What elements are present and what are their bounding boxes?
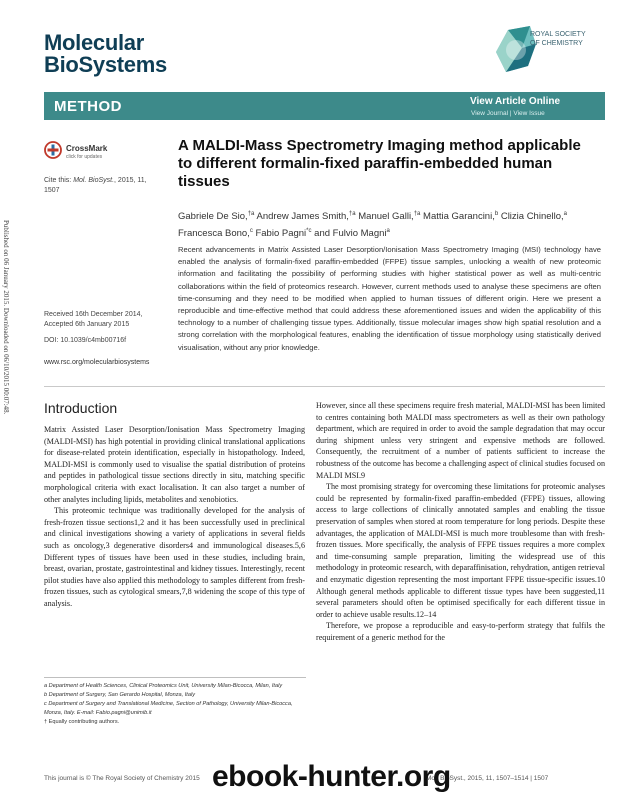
footnote-equal-contribution: † Equally contributing authors. xyxy=(44,719,120,725)
footnote-affiliation: b Department of Surgery, San Gerardo Hospital, Monza, Italy xyxy=(44,692,195,698)
journal-url[interactable]: www.rsc.org/molecularbiosystems xyxy=(44,359,150,366)
author: Fabio Pagni xyxy=(255,228,307,240)
footnote-affiliation: c Department of Surgery and Translational Medicine, Section of Pathology, University Milan-Bicocca, Monza, Italy. E-mail: Fabio.pagni@unimib.it xyxy=(44,701,293,716)
crossmark-icon[interactable] xyxy=(44,141,62,159)
author: Francesca Bono, xyxy=(178,228,250,240)
section-divider xyxy=(44,386,605,387)
cite-journal: Mol. BioSyst. xyxy=(73,177,115,184)
author-affiliation: *c xyxy=(306,228,312,235)
cite-prefix: Cite this: xyxy=(44,177,74,184)
footnote-affiliation: a Department of Health Sciences, Clinical Proteomics Unit, University Milan-Bicocca, Milan, Italy xyxy=(44,683,283,689)
doi[interactable]: DOI: 10.1039/c4mb00716f xyxy=(44,337,127,344)
author-affiliation: †a xyxy=(247,211,255,217)
footnotes xyxy=(44,682,306,727)
view-article-online-link[interactable]: View Article Online xyxy=(470,96,561,107)
rsc-logo-text: ROYAL SOCIETY OF CHEMISTRY xyxy=(530,31,586,47)
body-paragraph: However, since all these specimens require fresh material, MALDI-MSI has been limited to centres containing both MALDI mass spectrometers as well as their own pathology department, which are required in order to avoid the sample degradation that may occur during shipment unless very stringent and expensive methods are followed. Consequently, the recruitment of a number of patients sufficient to increase the robustness of the outcome has become a challenging aspect of clinical studies focused on MALDI MSI.9 xyxy=(316,401,605,480)
received-dates: Received 16th December 2014, Accepted 6th January 2015 xyxy=(44,311,143,328)
journal-title: Molecular BioSystems xyxy=(44,30,167,77)
author-affiliation: b xyxy=(494,211,499,217)
body-paragraph: The most promising strategy for overcoming these limitations for proteomic analyses could be represented by formalin-fixed paraffin-embedded (FFPE) tissues, allowing access to large collections of clinically annotated samples and enabling the tissue preservation of samples when stored at room temperature for long periods. Despite these advantages, the application of MALDI-MSI is much more troublesome than with fresh-frozen tissues. More specifically, the analysis of FFPE tissues requires a more complex and time-consuming sample preparation, limiting the widespread use of this methodology in proteomic research, with deparaffinisation, rehydration, antigen retrieval and enzymatic digestion representing the most important FFPE tissue-specific issues.10 Although general methods applicable to different tissue types have been suggested,11 several parameters should often be optimised specifically for each different tissue in order to achieve usable results.12–14 xyxy=(316,482,605,619)
body-column-right xyxy=(316,400,605,643)
author: Gabriele De Sio, xyxy=(178,211,248,223)
view-journal-issue-links[interactable]: View Journal | View Issue xyxy=(471,110,545,117)
section-heading-introduction: Introduction xyxy=(44,400,118,416)
body-column-left xyxy=(44,424,305,610)
author: and Fulvio Magni xyxy=(314,228,387,240)
citation xyxy=(44,176,164,196)
body-paragraph: Matrix Assisted Laser Desorption/Ionisation Mass Spectrometry Imaging (MALDI-MSI) has high potential in providing clinical translational applications for disease-related protein identification, especially in histopathology. Indeed, MALDI-MSI is commonly used to visualise the spatial distribution of proteins and peptides in pathological tissue sections directly in situ, matching specific morphological criteria with exact localisation. It can also target a number of other analytes including lipids, metabolites and xenobiotics. xyxy=(44,425,305,504)
article-type-label: METHOD xyxy=(54,98,122,115)
author-affiliation: a xyxy=(386,228,390,235)
author: Clizia Chinello, xyxy=(500,211,564,223)
crossmark-sub: click for updates xyxy=(66,154,103,160)
crossmark-label[interactable]: CrossMark xyxy=(66,144,108,153)
body-paragraph: This proteomic technique was traditionally developed for the analysis of fresh-frozen tissue sections1,2 and it has been successfully used in preclinical and clinical investigations showing a variety of applications in several fields such as oncology,3 degenerative disorders4 and immunological diseases.5,6 Different types of tissues have been used in these studies, including brain, breast, ovarian, prostate, gastrointestinal and kidney tissues. Interestingly, recent pilot studies have also applied this methodology to samples different from fresh-frozen tissues, such as cytological smears,7,8 widening the scope of this type of analysis. xyxy=(44,506,305,608)
abstract: Recent advancements in Matrix Assisted Laser Desorption/Ionisation Mass Spectrometry Imaging (MSI) technology have enabled the analysis of formalin-fixed paraffin-embedded (FFPE) tissue samples, unlocking a wealth of new proteomic information and facilitating the possibility of performing studies with higher statistical power as well as multi-centric collaborations within the field of proteomics research. However, current methods used to analyse these specimens are often time-consuming and they need to be modified when applied to human tissues of different origin. Here we present a reproducible and time-effective method that could address these aforementioned issues and widen the applicability of this technology to a number of challenging tissue types. Additionally, tissue molecular images show high spatial resolution and a strong correlation with the morphological features, enabling the identification of tissue morphology using statistically derived visualisation, without any prior knowledge. xyxy=(178,245,601,352)
author: Manuel Galli, xyxy=(358,211,414,223)
author-affiliation: c xyxy=(249,228,253,235)
author-affiliation: †a xyxy=(348,211,356,217)
footnote-divider xyxy=(44,677,306,678)
cite-suffix: , 2015, 11, 1507 xyxy=(44,177,147,194)
watermark: ebook-hunter.org xyxy=(212,760,451,793)
author: Mattia Garancini, xyxy=(423,211,495,223)
author-affiliation: a xyxy=(563,211,568,217)
publication-stamp-text: Published on 06 January 2015. Downloaded on 06/10/2015 00:07:48. xyxy=(2,220,10,415)
footer-copyright: This journal is © The Royal Society of Chemistry 2015 xyxy=(44,775,200,782)
author-affiliation: †a xyxy=(413,211,421,217)
body-paragraph: Therefore, we propose a reproducible and easy-to-perform strategy that fulfils the requirement of a generic method for the xyxy=(316,621,605,642)
author: Andrew James Smith, xyxy=(256,211,349,223)
paper-title: A MALDI-Mass Spectrometry Imaging method applicable to different formalin-fixed paraffin-embedded human tissues xyxy=(178,137,581,190)
author-list xyxy=(178,207,598,241)
footer-citation: Mol. BioSyst., 2015, 11, 1507–1514 | 1507 xyxy=(426,775,549,782)
publication-stamp xyxy=(0,220,10,640)
